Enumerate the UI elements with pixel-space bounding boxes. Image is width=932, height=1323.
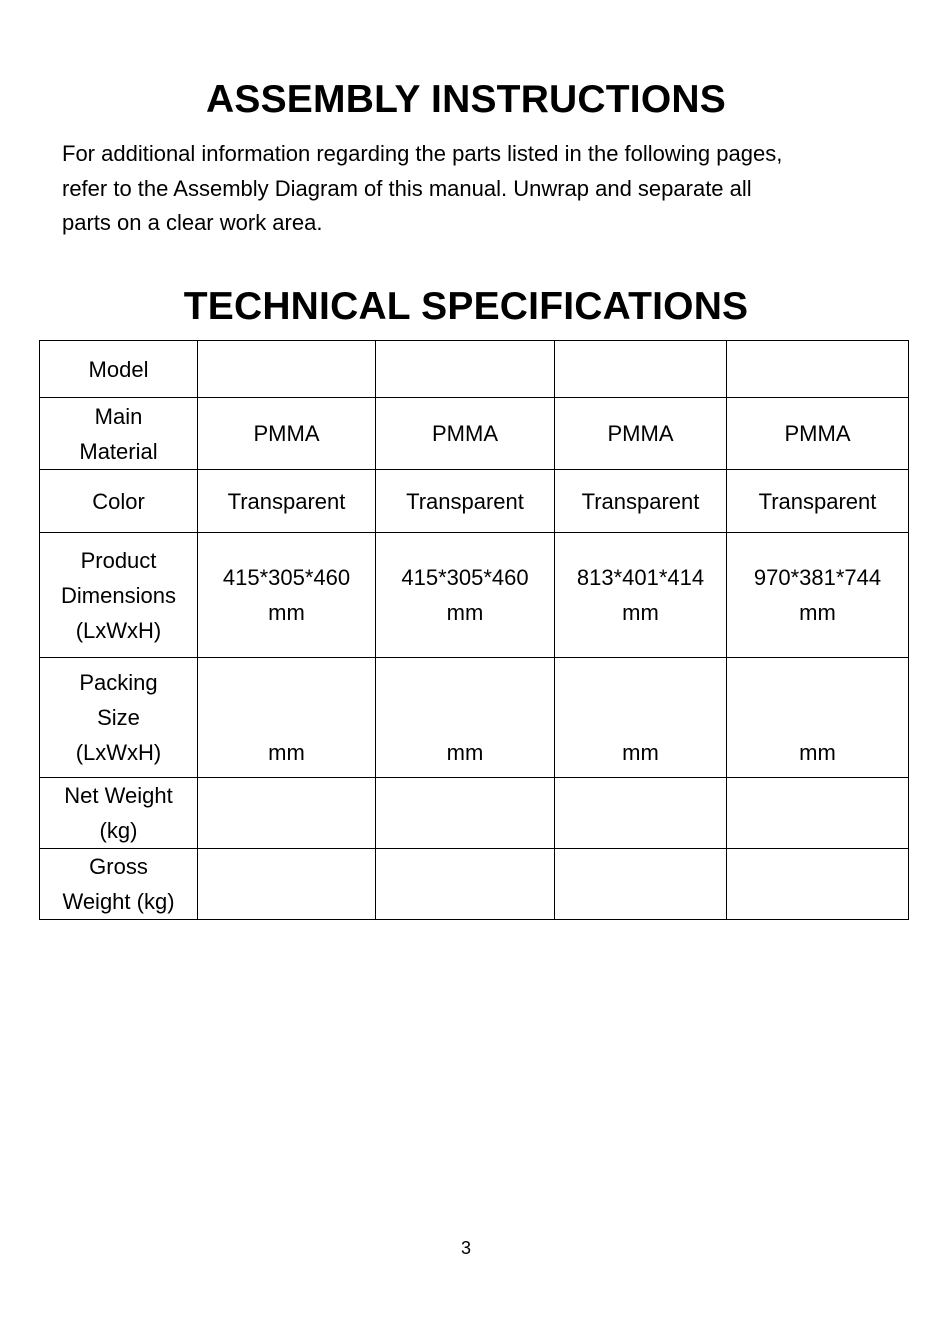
spec-label xyxy=(40,398,198,470)
spec-row-packing-size xyxy=(40,658,909,778)
spec-row-product-dimensions xyxy=(40,533,909,658)
spec-cell xyxy=(555,341,727,398)
label-line: (LxWxH) xyxy=(75,740,162,765)
label-line: (LxWxH) xyxy=(75,617,162,643)
spec-cell xyxy=(555,533,727,658)
spec-row-net-weight xyxy=(40,778,909,849)
cell-line xyxy=(198,700,375,735)
label-line: Dimensions xyxy=(61,582,176,608)
cell-line: Transparent xyxy=(581,488,700,514)
spec-row-model xyxy=(40,341,909,398)
spec-cell xyxy=(555,398,727,470)
label-line: Material xyxy=(79,438,158,464)
cell-line: mm xyxy=(268,600,305,625)
spec-cell xyxy=(727,533,909,658)
spec-label xyxy=(40,470,198,533)
cell-line: PMMA xyxy=(607,421,674,446)
cell-line xyxy=(555,665,726,700)
cell-line: PMMA xyxy=(432,421,498,446)
spec-label xyxy=(40,341,198,398)
spec-cell xyxy=(727,470,909,533)
technical-specifications-title: TECHNICAL SPECIFICATIONS xyxy=(183,285,749,328)
cell-line: Transparent xyxy=(758,488,877,514)
cell-line xyxy=(727,700,908,735)
cell-line: 415*305*460 xyxy=(222,565,351,590)
spec-cell xyxy=(198,341,376,398)
label-line: Model xyxy=(88,356,149,382)
spec-row-color xyxy=(40,470,909,533)
spec-cell xyxy=(727,778,909,849)
intro-line: For additional information regarding the parts listed in the following pages, xyxy=(62,141,783,166)
label-line: (kg) xyxy=(99,818,138,843)
spec-cell xyxy=(376,470,555,533)
spec-label xyxy=(40,778,198,849)
label-line: Weight (kg) xyxy=(62,889,175,914)
spec-cell xyxy=(376,658,555,778)
label-line: Size xyxy=(97,705,140,730)
spec-label xyxy=(40,533,198,658)
spec-cell xyxy=(376,849,555,920)
spec-cell xyxy=(727,341,909,398)
spec-cell xyxy=(376,398,555,470)
assembly-intro-paragraph xyxy=(62,137,912,241)
cell-line: mm xyxy=(622,740,659,765)
cell-line: mm xyxy=(799,740,836,765)
cell-line: PMMA xyxy=(253,421,320,446)
page-number: 3 xyxy=(460,1238,471,1258)
label-line: Net Weight xyxy=(64,783,173,808)
spec-cell xyxy=(376,341,555,398)
spec-cell xyxy=(198,778,376,849)
assembly-instructions-title: ASSEMBLY INSTRUCTIONS xyxy=(206,78,726,121)
spec-cell xyxy=(555,778,727,849)
cell-line: mm xyxy=(622,600,659,625)
spec-cell xyxy=(555,658,727,778)
specifications-table xyxy=(39,340,909,920)
spec-cell xyxy=(727,658,909,778)
cell-line: mm xyxy=(446,600,484,625)
spec-row-gross-weight xyxy=(40,849,909,920)
label-line: Color xyxy=(92,488,145,514)
cell-line xyxy=(555,700,726,735)
spec-cell xyxy=(198,470,376,533)
spec-cell xyxy=(198,398,376,470)
cell-line xyxy=(198,665,375,700)
cell-line: mm xyxy=(799,600,836,625)
cell-line: PMMA xyxy=(784,421,851,446)
spec-label xyxy=(40,658,198,778)
spec-cell xyxy=(198,658,376,778)
cell-line: 813*401*414 xyxy=(576,565,705,590)
spec-label xyxy=(40,849,198,920)
cell-line xyxy=(376,665,554,700)
spec-row-main-material xyxy=(40,398,909,470)
spec-cell xyxy=(198,849,376,920)
cell-line: Transparent xyxy=(227,488,346,514)
cell-line xyxy=(727,665,908,700)
spec-cell xyxy=(376,533,555,658)
cell-line: 415*305*460 xyxy=(401,565,529,590)
spec-cell xyxy=(198,533,376,658)
spec-cell xyxy=(555,849,727,920)
label-line: Gross xyxy=(89,854,148,879)
cell-line: mm xyxy=(268,740,305,765)
label-line: Packing xyxy=(79,670,158,695)
spec-cell xyxy=(376,778,555,849)
label-line: Main xyxy=(94,403,143,429)
label-line: Product xyxy=(80,547,157,573)
cell-line: Transparent xyxy=(406,488,524,514)
intro-line: refer to the Assembly Diagram of this manual. Unwrap and separate all xyxy=(62,175,752,201)
spec-cell xyxy=(555,470,727,533)
cell-line: 970*381*744 xyxy=(753,565,882,590)
cell-line: mm xyxy=(446,740,484,765)
intro-line: parts on a clear work area. xyxy=(62,210,323,235)
cell-line xyxy=(376,700,554,735)
spec-cell xyxy=(727,398,909,470)
spec-cell xyxy=(727,849,909,920)
